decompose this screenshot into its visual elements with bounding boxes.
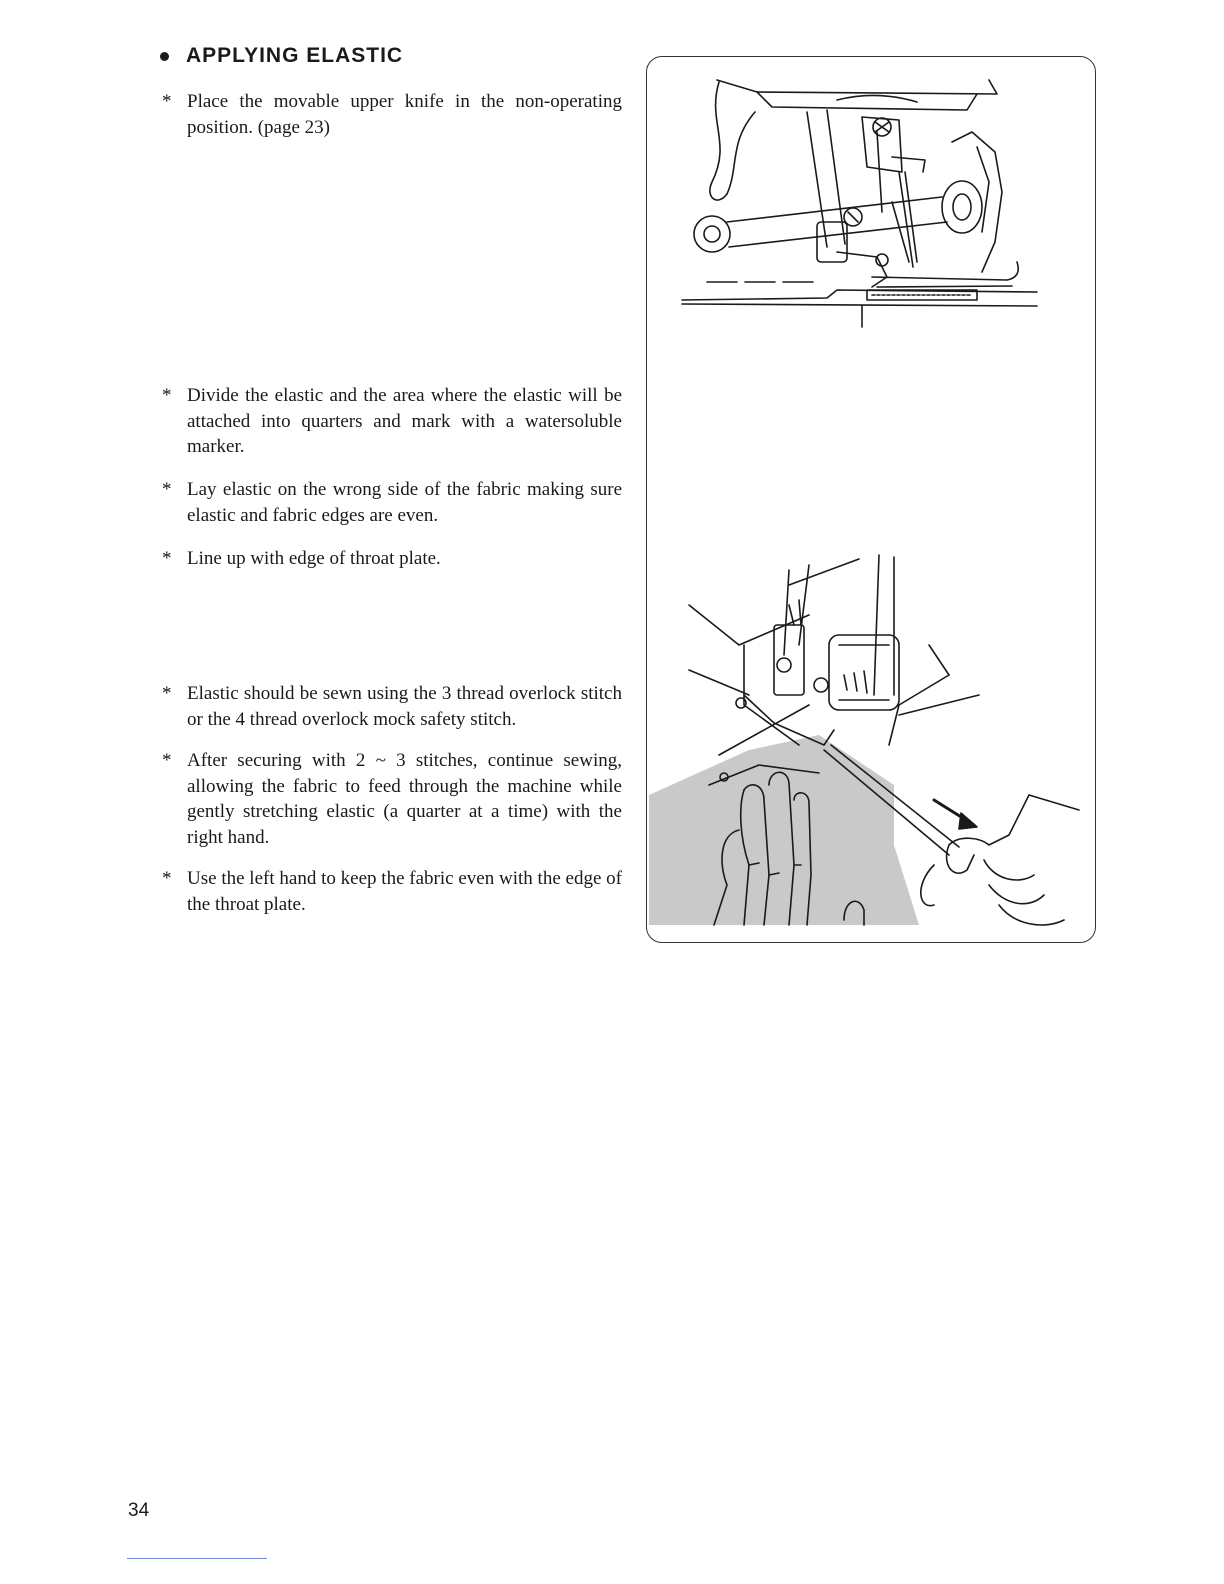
step-item: [162, 546, 622, 572]
page-number: 34: [128, 1500, 150, 1521]
step-bullet: *: [162, 868, 172, 889]
footer-rule: [127, 1558, 267, 1559]
step-text: Use the left hand to keep the fabric even with the edge of the throat plate.: [187, 868, 622, 915]
heading-bullet-icon: [160, 52, 169, 61]
step-item: [162, 866, 622, 917]
step-bullet: *: [162, 548, 172, 569]
step-item: [162, 89, 622, 140]
step-text: Divide the elastic and the area where the elastic will be attached into quarters and mark with a watersoluble marker.: [187, 385, 622, 457]
step-text: Elastic should be sewn using the 3 thread overlock stitch or the 4 thread overlock mock safety stitch.: [187, 683, 622, 730]
step-bullet: *: [162, 385, 172, 406]
step-item: [162, 748, 622, 850]
step-text: After securing with 2 ~ 3 stitches, continue sewing, allowing the fabric to feed through the machine while gently stretching elastic (a quarter at a time) with the right hand.: [187, 750, 622, 848]
step-bullet: *: [162, 479, 172, 500]
heading-text: APPLYING ELASTIC: [186, 44, 404, 67]
step-bullet: *: [162, 683, 172, 704]
step-text: Lay elastic on the wrong side of the fabric making sure elastic and fabric edges are even.: [187, 479, 622, 526]
section-heading: [160, 44, 403, 68]
step-item: [162, 681, 622, 732]
sewing-elastic-illustration-icon: [649, 545, 1089, 935]
step-text: Line up with edge of throat plate.: [187, 548, 441, 569]
step-text: Place the movable upper knife in the non-operating position. (page 23): [187, 91, 622, 138]
step-item: [162, 477, 622, 528]
step-bullet: *: [162, 750, 172, 771]
knife-position-illustration-icon: [677, 72, 1067, 342]
step-bullet: *: [162, 91, 172, 112]
figure-frame: [646, 56, 1096, 943]
step-item: [162, 383, 622, 460]
